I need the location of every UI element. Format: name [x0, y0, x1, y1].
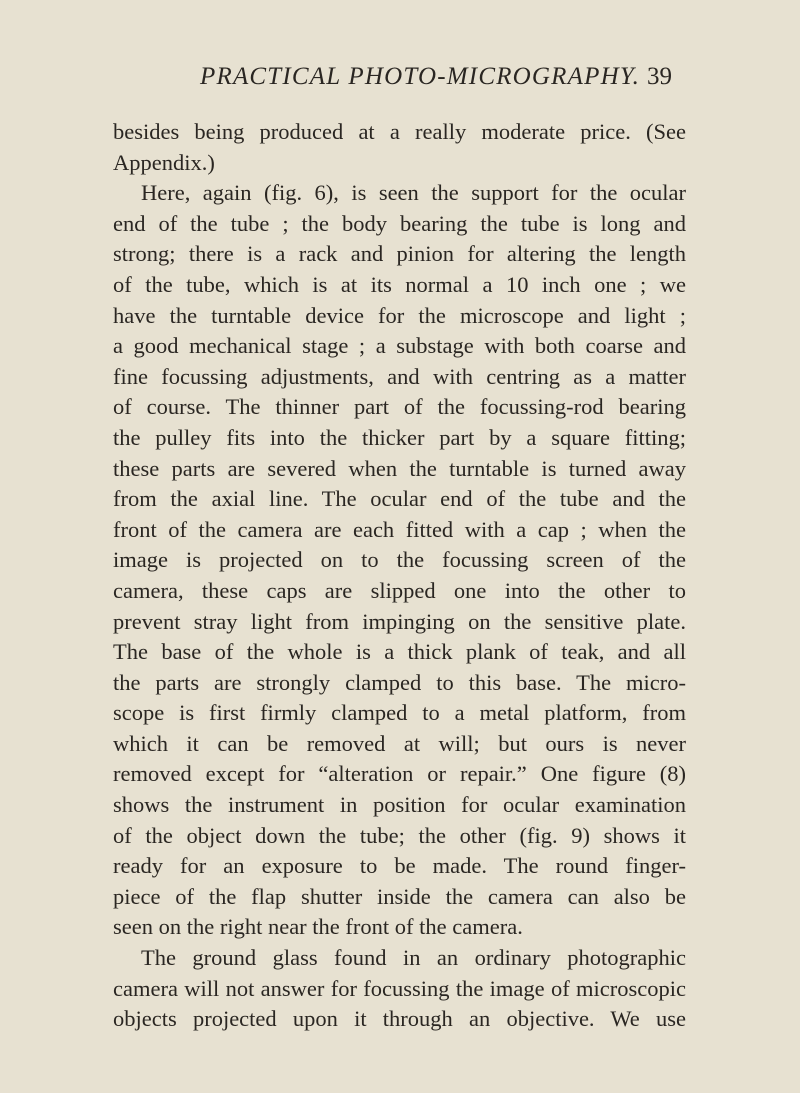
text-line: the pulley fits into the thicker part by a square fitting; [113, 424, 686, 450]
text-line: which it can be removed at will; but ours is never [113, 730, 686, 756]
text-line: The ground glass found in an ordinary photographic [141, 945, 686, 971]
text-line: camera will not answer for focussing the image of microscopic [113, 975, 686, 1001]
text-line: of course. The thinner part of the focussing-rod bearing [113, 394, 686, 420]
text-line: shows the instrument in position for ocular examination [113, 792, 686, 818]
text-line: besides being produced at a really moderate price. (See [113, 119, 686, 144]
text-line: removed except for “alteration or repair.” One figure (8) [113, 761, 686, 787]
text-line: strong; there is a rack and pinion for altering the length [113, 241, 686, 267]
text-line: these parts are severed when the turntable is turned away [113, 455, 686, 481]
text-line: image is projected on to the focussing screen of the [113, 547, 686, 573]
text-line: objects projected upon it through an objective. We use [113, 1006, 686, 1032]
text-line: from the axial line. The ocular end of the tube and the [113, 486, 686, 512]
text-line: camera, these caps are slipped one into the other to [113, 577, 686, 603]
text-line: Appendix.) [113, 149, 215, 175]
running-head [0, 60, 800, 94]
text-line: Here, again (fig. 6), is seen the support for the ocular [141, 180, 686, 206]
text-line: prevent stray light from impinging on the sensitive plate. [113, 608, 686, 634]
text-line: have the turntable device for the microscope and light ; [113, 302, 686, 328]
text-line: The base of the whole is a thick plank of teak, and all [113, 639, 686, 665]
text-line: piece of the flap shutter inside the camera can also be [113, 883, 686, 909]
running-title: PRACTICAL PHOTO-MICROGRAPHY. [200, 63, 641, 90]
text-line: fine focussing adjustments, and with centring as a matter [113, 363, 686, 389]
body-text [113, 117, 686, 1035]
text-line: of the object down the tube; the other (fig. 9) shows it [113, 822, 686, 848]
text-line: seen on the right near the front of the camera. [113, 914, 523, 940]
text-line: end of the tube ; the body bearing the tube is long and [113, 210, 686, 236]
text-line: scope is first firmly clamped to a metal platform, from [113, 700, 686, 726]
text-line: the parts are strongly clamped to this base. The micro- [113, 669, 686, 695]
page-number: 39 [647, 63, 672, 90]
text-line: a good mechanical stage ; a substage with both coarse and [113, 333, 686, 359]
text-line: of the tube, which is at its normal a 10 inch one ; we [113, 271, 686, 297]
text-line: front of the camera are each fitted with a cap ; when the [113, 516, 686, 542]
text-line: ready for an exposure to be made. The round finger- [113, 853, 686, 879]
